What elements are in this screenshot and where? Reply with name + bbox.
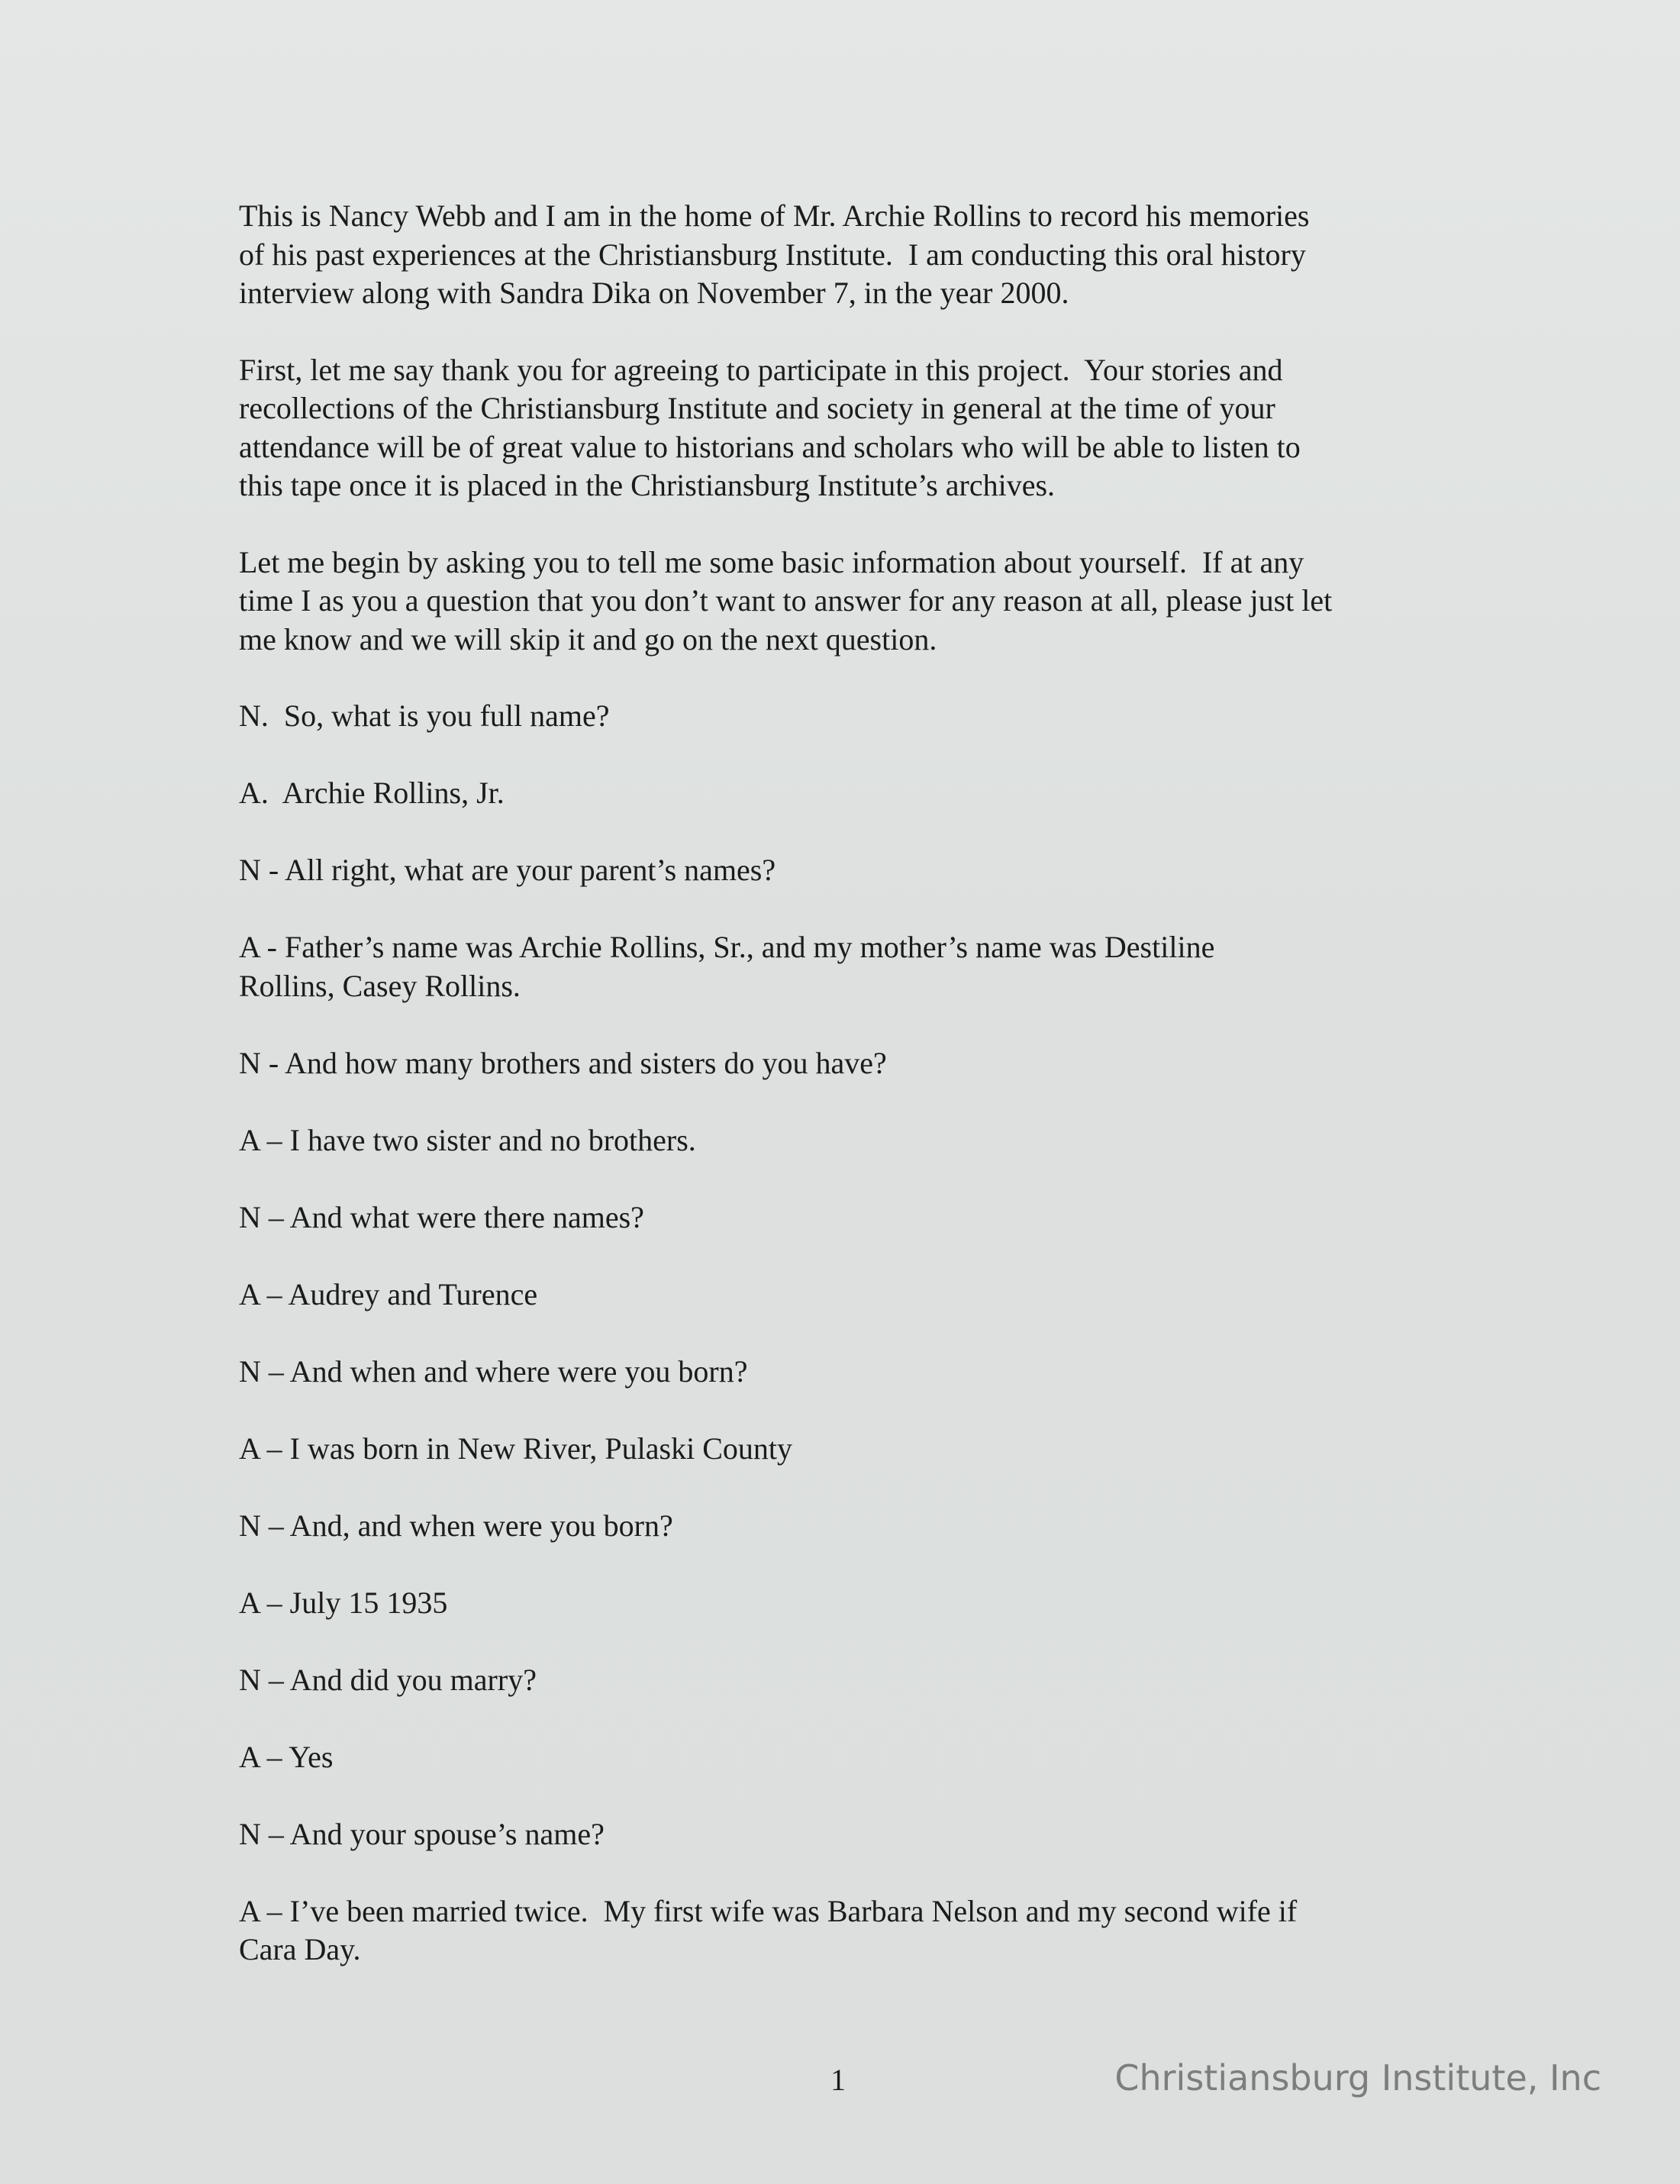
question-line xyxy=(239,1198,1460,1237)
text-line: this tape once it is placed in the Christiansburg Institute’s archives. xyxy=(239,468,1056,502)
text-line: N - And how many brothers and sisters do you have? xyxy=(239,1045,887,1080)
answer-line xyxy=(239,1584,1460,1623)
question-line xyxy=(239,851,1460,890)
intro-paragraph xyxy=(239,544,1460,660)
question-line xyxy=(239,1353,1460,1392)
intro-paragraph xyxy=(239,197,1460,313)
text-line: interview along with Sandra Dika on November 7, in the year 2000. xyxy=(239,276,1069,310)
text-line: recollections of the Christiansburg Institute and society in general at the time of your xyxy=(239,391,1275,425)
text-line: N – And when and where were you born? xyxy=(239,1353,748,1389)
answer-line xyxy=(239,1276,1460,1315)
text-line: time I as you a question that you don’t want to answer for any reason at all, please just let xyxy=(239,583,1333,618)
watermark-text: Christiansburg Institute, Inc xyxy=(1114,2057,1601,2099)
text-line: Cara Day. xyxy=(239,1932,361,1966)
answer-line xyxy=(239,1892,1460,1969)
question-line xyxy=(239,1815,1460,1854)
page-number: 1 xyxy=(830,2063,846,2097)
text-line: Let me begin by asking you to tell me some basic information about yourself. If at any xyxy=(239,544,1304,579)
text-line: First, let me say thank you for agreeing to participate in this project. Your stories and xyxy=(239,352,1283,387)
text-line: This is Nancy Webb and I am in the home of Mr. Archie Rollins to record his memories xyxy=(239,198,1310,233)
text-line: A – I’ve been married twice. My first wife was Barbara Nelson and my second wife if xyxy=(239,1893,1298,1928)
question-line xyxy=(239,1661,1460,1700)
text-line: A – Yes xyxy=(239,1739,334,1774)
text-line: A – Audrey and Turence xyxy=(239,1276,538,1311)
text-line: N – And what were there names? xyxy=(239,1199,644,1234)
transcript-body xyxy=(239,197,1460,2008)
question-line xyxy=(239,1507,1460,1546)
text-line: N – And your spouse’s name? xyxy=(239,1816,605,1851)
text-line: attendance will be of great value to historians and scholars who will be able to listen to xyxy=(239,429,1301,464)
text-line: N – And did you marry? xyxy=(239,1662,537,1697)
text-line: A - Father’s name was Archie Rollins, Sr., and my mother’s name was Destiline xyxy=(239,930,1215,964)
answer-line xyxy=(239,928,1460,1005)
intro-paragraph xyxy=(239,351,1460,505)
text-line: A – July 15 1935 xyxy=(239,1585,448,1620)
text-line: A. Archie Rollins, Jr. xyxy=(239,776,505,810)
text-line: A – I have two sister and no brothers. xyxy=(239,1122,696,1157)
answer-line xyxy=(239,1738,1460,1777)
text-line: N. So, what is you full name? xyxy=(239,698,610,733)
answer-line xyxy=(239,774,1460,813)
text-line: Rollins, Casey Rollins. xyxy=(239,968,521,1003)
text-line: N – And, and when were you born? xyxy=(239,1508,673,1543)
answer-line xyxy=(239,1430,1460,1469)
text-line: N - All right, what are your parent’s names? xyxy=(239,853,776,887)
question-line xyxy=(239,697,1460,736)
question-line xyxy=(239,1044,1460,1083)
text-line: of his past experiences at the Christiansburg Institute. I am conducting this oral history xyxy=(239,237,1306,272)
text-line: A – I was born in New River, Pulaski County xyxy=(239,1431,793,1466)
answer-line xyxy=(239,1121,1460,1160)
text-line: me know and we will skip it and go on the next question. xyxy=(239,621,937,656)
